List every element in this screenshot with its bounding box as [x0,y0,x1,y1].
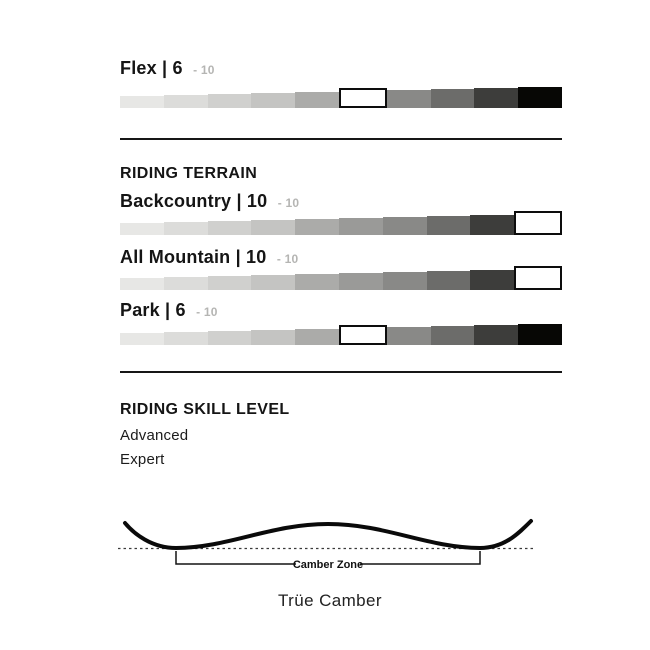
rating-segment [474,325,518,345]
rating-segment [164,95,208,108]
park-rating-bar [120,324,562,345]
rating-segment [339,273,383,290]
all-mountain-rating-label [120,247,298,268]
park-rating-max: - 10 [196,305,218,319]
rating-segment [120,96,164,108]
park-rating-label [120,300,218,321]
rating-segment-selected [514,266,562,290]
backcountry-rating-value: Backcountry | 10 [120,191,268,211]
riding-skill-title: RIDING SKILL LEVEL [120,401,290,418]
rating-segment [295,219,339,235]
flex-rating-label [120,58,215,79]
rating-segment [387,327,431,345]
rating-segment [470,215,514,235]
camber-zone-label: Camber Zone [292,559,364,571]
section-divider [120,371,562,373]
rating-segment [295,274,339,290]
rating-segment [208,94,252,108]
board-profile-curve [125,521,531,548]
rating-segment [474,88,518,108]
section-divider [120,138,562,140]
rating-segment-selected [514,211,562,235]
rating-segment [208,276,252,290]
rating-segment [295,92,339,108]
rating-segment [208,331,252,345]
flex-rating-value: Flex | 6 [120,58,183,78]
rating-segment [431,326,475,345]
rating-segment [518,324,562,345]
rating-segment-selected [339,325,387,345]
rating-segment [164,277,208,290]
rating-segment [251,93,295,108]
rating-segment [164,332,208,345]
rating-segment [251,220,295,235]
riding-terrain-title: RIDING TERRAIN [120,165,258,182]
rating-segment [339,218,383,235]
rating-segment [120,223,164,235]
camber-profile-diagram [110,503,550,581]
rating-segment [383,217,427,235]
rating-segment [251,330,295,345]
rating-segment [208,221,252,235]
park-rating-value: Park | 6 [120,300,186,320]
rating-segment [427,216,471,235]
rating-segment [470,270,514,290]
rating-segment [518,87,562,108]
all-mountain-rating-max: - 10 [276,252,299,266]
backcountry-rating-max: - 10 [277,196,300,210]
rating-segment [427,271,471,290]
flex-rating-bar [120,87,562,108]
all-mountain-rating-value: All Mountain | 10 [120,247,267,267]
rating-segment [164,222,208,235]
rating-segment [251,275,295,290]
skill-level-advanced: Advanced [120,427,189,444]
camber-profile-name: Trüe Camber [278,591,382,610]
rating-segment-selected [339,88,387,108]
rating-segment [120,278,164,290]
rating-segment [383,272,427,290]
rating-segment [387,90,431,108]
all-mountain-rating-bar [120,269,562,290]
rating-segment [120,333,164,345]
rating-segment [431,89,475,108]
backcountry-rating-label [120,191,299,212]
flex-rating-max: - 10 [193,63,215,77]
rating-segment [295,329,339,345]
skill-level-expert: Expert [120,451,165,468]
backcountry-rating-bar [120,214,562,235]
